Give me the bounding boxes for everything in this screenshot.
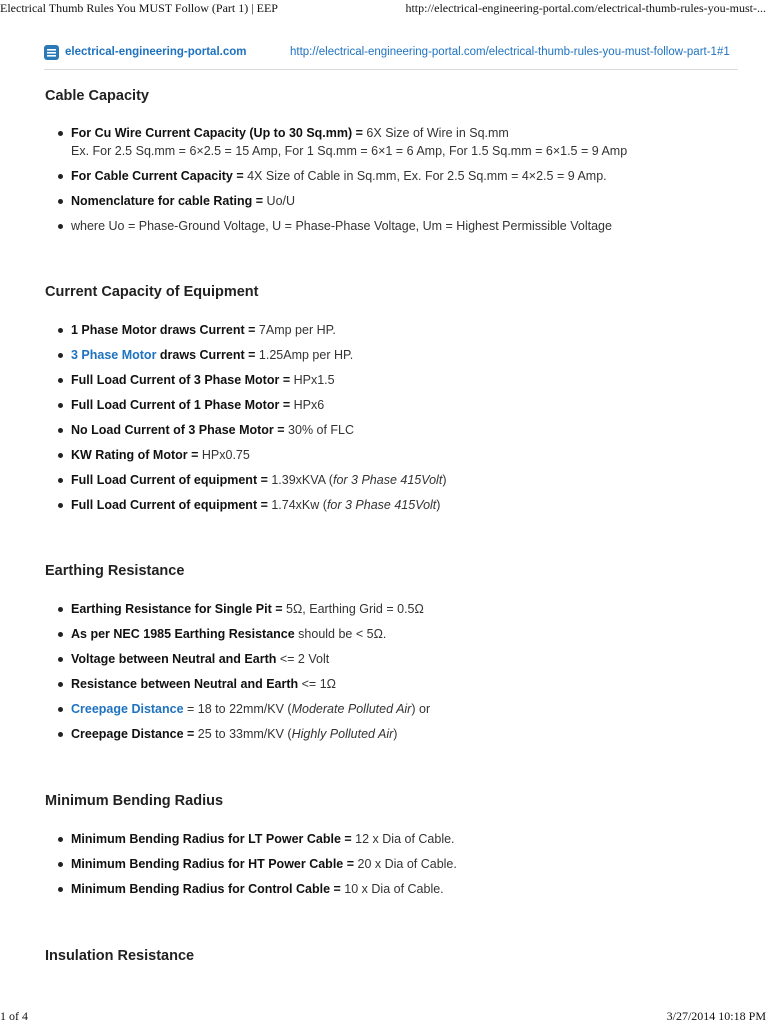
item-label: Minimum Bending Radius for LT Power Cable = [71,832,352,846]
list-item [45,421,740,439]
item-text: = 18 to 22mm/KV ( [183,702,292,716]
print-header-title: Electrical Thumb Rules You MUST Follow (Part 1) | EEP [0,1,278,15]
list-item [45,650,740,668]
item-text: HPx1.5 [290,373,335,387]
print-footer [0,1008,768,1024]
list-item [45,675,740,693]
list-item [45,471,740,489]
item-text: <= 2 Volt [276,652,330,666]
list-item [45,625,740,643]
list-item [45,192,740,210]
page-url-link[interactable]: http://electrical-engineering-portal.com/electrical-thumb-rules-you-must-follow-part-1#1 [290,46,730,58]
item-text: 1.74xKw ( [267,498,327,512]
item-text: 10 x Dia of Cable. [340,882,444,896]
item-label: Full Load Current of equipment = [71,473,268,487]
three-phase-motor-link[interactable]: 3 Phase Motor [71,348,157,362]
item-text: 4X Size of Cable in Sq.mm, Ex. For 2.5 Sq.mm = 4×2.5 = 9 Amp. [243,169,607,183]
print-header-url: http://electrical-engineering-portal.com/electrical-thumb-rules-you-must-... [405,1,766,15]
item-text: should be < 5Ω. [294,627,387,641]
section-heading-minimum-bending-radius: Minimum Bending Radius [45,793,224,809]
section-heading-current-capacity: Current Capacity of Equipment [45,284,259,300]
item-label: Nomenclature for cable Rating = [71,194,264,208]
page-count: 1 of 4 [0,1009,28,1023]
list-item [45,446,740,464]
list-item [45,217,740,235]
site-name-link[interactable]: electrical-engineering-portal.com [65,46,247,58]
item-tail: ) [393,727,398,741]
item-label: Full Load Current of equipment = [71,498,268,512]
item-tail: ) or [411,702,431,716]
item-text: HPx6 [290,398,325,412]
item-label: For Cable Current Capacity = [71,169,244,183]
item-text: 7Amp per HP. [255,323,336,337]
item-text: 20 x Dia of Cable. [354,857,457,871]
item-italic: Highly Polluted Air [291,727,394,741]
item-text: 5Ω, Earthing Grid = 0.5Ω [282,602,424,616]
list-item [45,396,740,414]
list-item [45,725,740,743]
item-label: Minimum Bending Radius for Control Cable = [71,882,341,896]
item-label: Minimum Bending Radius for HT Power Cable = [71,857,355,871]
item-label: KW Rating of Motor = [71,448,199,462]
list-item [45,321,740,339]
list-item [45,855,740,873]
item-text: 12 x Dia of Cable. [351,832,455,846]
current-capacity-list [45,321,740,514]
creepage-distance-link[interactable]: Creepage Distance [71,702,184,716]
list-item [45,167,740,185]
list-item [45,124,740,160]
list-item [45,700,740,718]
earthing-resistance-list [45,600,740,743]
article-content [45,86,740,966]
list-item [45,830,740,848]
item-label: Creepage Distance = [71,727,195,741]
item-text: 30% of FLC [284,423,355,437]
item-text: 25 to 33mm/KV ( [194,727,292,741]
section-heading-insulation-resistance: Insulation Resistance [45,948,195,964]
section-heading-cable-capacity: Cable Capacity [45,88,149,104]
list-item [45,496,740,514]
item-text: 1.39xKVA ( [267,473,333,487]
item-label: Full Load Current of 3 Phase Motor = [71,373,291,387]
item-label: draws Current = [156,348,256,362]
list-item [45,371,740,389]
item-label: 1 Phase Motor draws Current = [71,323,256,337]
item-text: <= 1Ω [298,677,336,691]
item-label: Resistance between Neutral and Earth [71,677,299,691]
item-label: Full Load Current of 1 Phase Motor = [71,398,291,412]
item-italic: for 3 Phase 415Volt [332,473,443,487]
header-divider [44,69,738,70]
bending-radius-list [45,830,740,898]
item-tail: ) [442,473,447,487]
item-italic: Moderate Polluted Air [291,702,412,716]
cable-capacity-list [45,124,740,235]
list-item [45,346,740,364]
item-tail: ) [436,498,441,512]
list-item [45,600,740,618]
item-label: Earthing Resistance for Single Pit = [71,602,283,616]
item-italic: for 3 Phase 415Volt [326,498,437,512]
section-heading-earthing-resistance: Earthing Resistance [45,563,185,579]
item-example: Ex. For 2.5 Sq.mm = 6×2.5 = 15 Amp, For 1 Sq.mm = 6×1 = 6 Amp, For 1.5 Sq.mm = 6×1.5 = 9 Amp [71,144,628,158]
item-label: For Cu Wire Current Capacity (Up to 30 Sq.mm) = [71,126,363,140]
site-bar [44,37,768,69]
item-text: 6X Size of Wire in Sq.mm [362,126,509,140]
site-logo-icon [44,45,59,60]
print-header [0,0,768,18]
item-text: where Uo = Phase-Ground Voltage, U = Phase-Phase Voltage, Um = Highest Permissible Voltage [71,219,612,233]
print-date: 3/27/2014 10:18 PM [666,1009,766,1023]
item-text: 1.25Amp per HP. [255,348,354,362]
item-text: HPx0.75 [198,448,250,462]
item-text: Uo/U [263,194,296,208]
list-item [45,880,740,898]
item-label: Voltage between Neutral and Earth [71,652,277,666]
item-label: As per NEC 1985 Earthing Resistance [71,627,295,641]
item-label: No Load Current of 3 Phase Motor = [71,423,285,437]
